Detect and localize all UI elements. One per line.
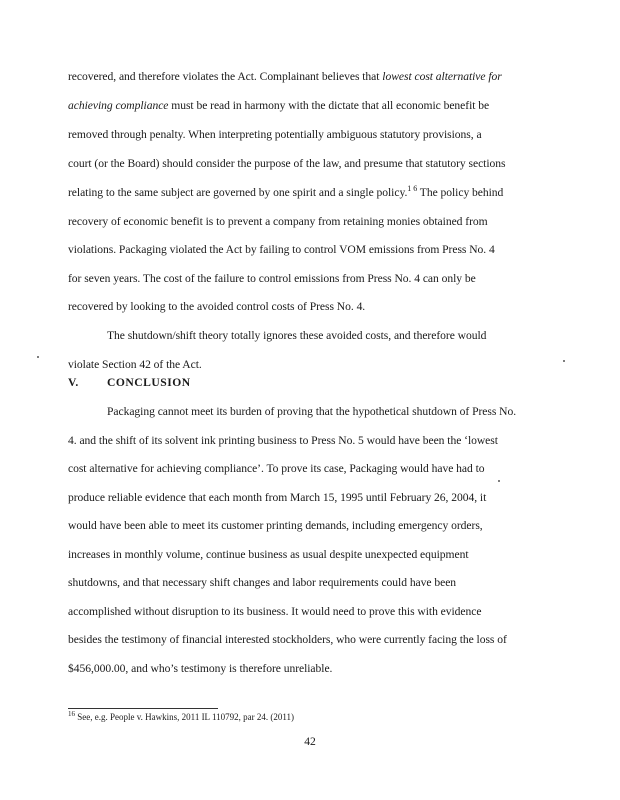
conclusion-line: cost alternative for achieving compliance’. To prove its case, Packaging would have had to [68, 462, 485, 475]
footnote-marker: 16 [68, 710, 75, 718]
conclusion-line: shutdowns, and that necessary shift changes and labor requirements could have been [68, 576, 457, 589]
scan-speck [37, 356, 39, 358]
scan-speck [563, 360, 565, 362]
body-line: relating to the same subject are governed by one spirit and a single policy.$^{1 6}$ The policy behind [68, 184, 504, 199]
section-number: V. [68, 376, 79, 389]
body-line: violate Section 42 of the Act. [68, 358, 202, 371]
body-line: The shutdown/shift theory totally ignores these avoided costs, and therefore would [107, 329, 487, 342]
conclusion-line: increases in monthly volume, continue business as usual despite unexpected equipment [68, 548, 469, 561]
scan-speck [498, 480, 500, 482]
body-line: achieving compliance must be read in harmony with the dictate that all economic benefit be [68, 99, 490, 112]
footnote: $^{16}$ See, e.g. People v. Hawkins, 2011 IL 110792, par 24. (2011) [68, 710, 295, 722]
conclusion-line: produce reliable evidence that each month from March 15, 1995 until February 26, 2004, it [68, 491, 487, 504]
conclusion-line: besides the testimony of financial interested stockholders, who were currently facing the loss of [68, 633, 507, 646]
conclusion-line: would have been able to meet its customer printing demands, including emergency orders, [68, 519, 483, 532]
conclusion-line: $456,000.00, and who’s testimony is therefore unreliable. [68, 662, 333, 675]
conclusion-line: Packaging cannot meet its burden of proving that the hypothetical shutdown of Press No. [107, 405, 517, 418]
section-heading: CONCLUSION [107, 376, 191, 389]
body-line: violations. Packaging violated the Act by failing to control VOM emissions from Press No. 4 [68, 243, 495, 256]
footnote-reference: 1 6 [407, 184, 418, 194]
body-line: court (or the Board) should consider the purpose of the law, and presume that statutory sections [68, 157, 506, 170]
body-line: for seven years. The cost of the failure to control emissions from Press No. 4 can only be [68, 272, 476, 285]
body-line: recovery of economic benefit is to prevent a company from retaining monies obtained from [68, 215, 488, 228]
body-line: removed through penalty. When interpreting potentially ambiguous statutory provisions, a [68, 128, 482, 141]
conclusion-line: accomplished without disruption to its business. It would need to prove this with evidence [68, 605, 482, 618]
conclusion-line: 4. and the shift of its solvent ink printing business to Press No. 5 would have been the ‘lowest [68, 434, 498, 447]
body-line: recovered by looking to the avoided control costs of Press No. 4. [68, 300, 366, 313]
footnote-divider [68, 708, 218, 709]
body-line: recovered, and therefore violates the Act. Complainant believes that lowest cost alternative for [68, 70, 502, 83]
page-number: 42 [304, 735, 316, 748]
